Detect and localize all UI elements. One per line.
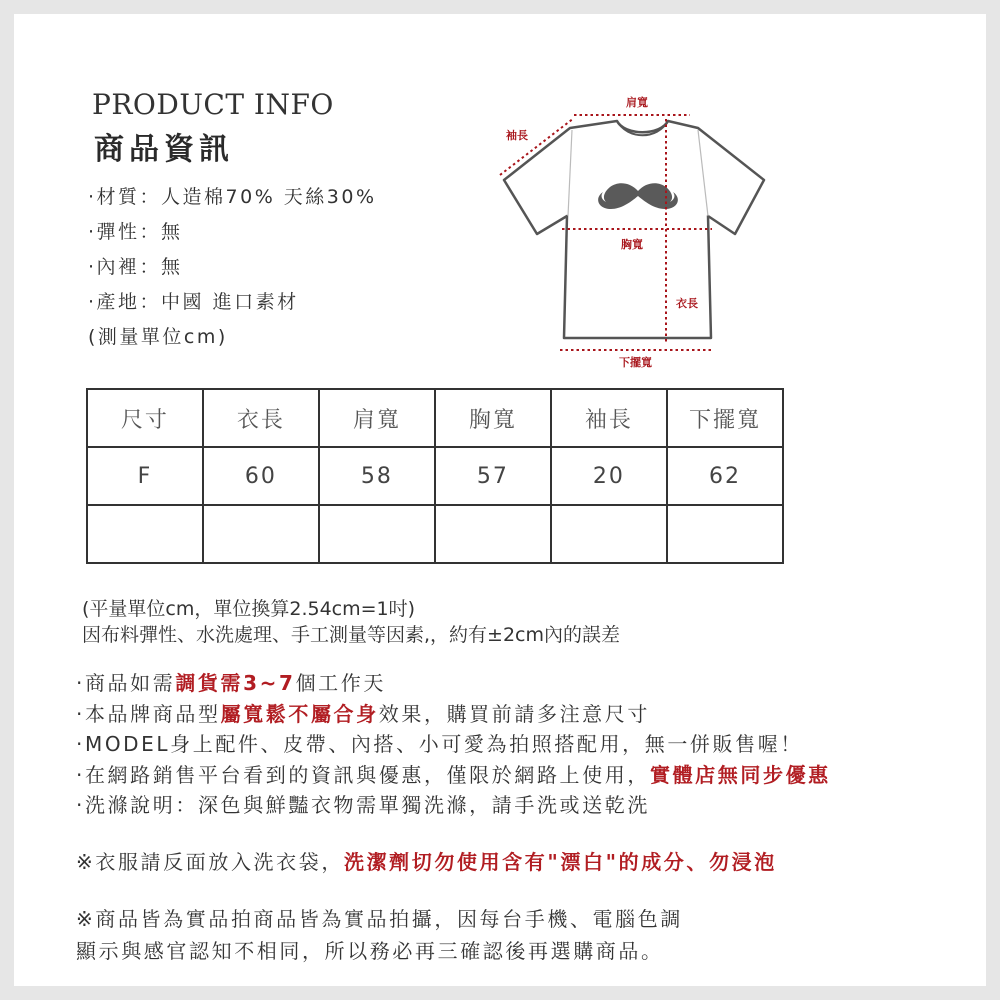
cell-chest: 57 <box>435 447 551 505</box>
tshirt-measure-diagram <box>490 88 780 378</box>
notice-highlight: 實體店無同步優惠 <box>649 762 831 787</box>
notice-highlight: 調貨需3~7 <box>175 671 296 695</box>
notice-list <box>76 668 831 821</box>
disclaimer-line-1: ※商品皆為實品拍商品皆為實品拍攝，因每台手機、電腦色調 <box>76 907 683 931</box>
empty-cell <box>319 505 435 563</box>
note-tolerance: 因布料彈性、水洗處理、手工測量等因素,，約有±2cm內的誤差 <box>82 624 621 646</box>
notice-restock <box>76 668 831 699</box>
table-row <box>87 447 783 505</box>
empty-cell <box>551 505 667 563</box>
empty-cell <box>435 505 551 563</box>
header-length: 衣長 <box>203 389 319 447</box>
notice-text: 個工作天 <box>295 671 386 695</box>
notice-text: 效果，購買前請多注意尺寸 <box>378 701 650 726</box>
spec-unit: (測量單位cm) <box>88 326 228 348</box>
notice-washing: ‧洗滌說明：深色與鮮豔衣物需單獨洗滌，請手洗或送乾洗 <box>76 793 650 817</box>
spec-material: ‧材質：人造棉70% 天絲30% <box>88 186 377 208</box>
color-disclaimer <box>76 903 683 967</box>
notice-text: ‧本品牌商品型 <box>76 701 221 726</box>
size-table-header-row <box>87 389 783 447</box>
label-shoulder: 肩寬 <box>626 96 648 109</box>
notice-text: ‧商品如需 <box>76 671 176 695</box>
empty-cell <box>667 505 783 563</box>
title-chinese: 商品資訊 <box>94 132 234 167</box>
disclaimer-line-2: 顯示與感官認知不相同，所以務必再三確認後再選購商品。 <box>76 939 664 963</box>
header-hem: 下擺寬 <box>667 389 783 447</box>
note-unit-conversion: (平量單位cm，單位換算2.54cm=1吋) <box>82 598 416 620</box>
cell-size: F <box>87 447 203 505</box>
label-length: 衣長 <box>676 297 698 310</box>
table-row-empty <box>87 505 783 563</box>
notice-accessories: ‧MODEL身上配件、皮帶、內搭、小可愛為拍照搭配用，無一併販售喔！ <box>76 732 803 756</box>
washing-warning <box>76 846 777 875</box>
cell-hem: 62 <box>667 447 783 505</box>
spec-origin: ‧產地：中國 進口素材 <box>88 291 299 313</box>
label-hem: 下擺寬 <box>619 356 652 369</box>
header-size: 尺寸 <box>87 389 203 447</box>
notice-highlight: 屬寬鬆不屬合身 <box>220 701 379 726</box>
cell-shoulder: 58 <box>319 447 435 505</box>
size-table <box>86 388 784 564</box>
empty-cell <box>203 505 319 563</box>
label-sleeve: 袖長 <box>506 129 528 142</box>
title-english: PRODUCT INFO <box>92 88 334 121</box>
spec-lining: ‧內裡：無 <box>88 256 183 278</box>
spec-elasticity: ‧彈性：無 <box>88 221 183 243</box>
notice-online-only <box>76 760 831 791</box>
empty-cell <box>87 505 203 563</box>
header-sleeve: 袖長 <box>551 389 667 447</box>
measurement-note <box>82 596 620 648</box>
warning-highlight: 洗潔劑切勿使用含有"漂白"的成分、勿浸泡 <box>343 850 777 874</box>
notice-fit <box>76 699 831 730</box>
notice-text: ‧在網路銷售平台看到的資訊與優惠，僅限於網路上使用， <box>76 762 650 787</box>
cell-length: 60 <box>203 447 319 505</box>
warning-text: ※衣服請反面放入洗衣袋， <box>76 850 344 874</box>
header-shoulder: 肩寬 <box>319 389 435 447</box>
label-chest: 胸寬 <box>621 238 643 251</box>
cell-sleeve: 20 <box>551 447 667 505</box>
spec-list <box>88 180 377 355</box>
header-chest: 胸寬 <box>435 389 551 447</box>
